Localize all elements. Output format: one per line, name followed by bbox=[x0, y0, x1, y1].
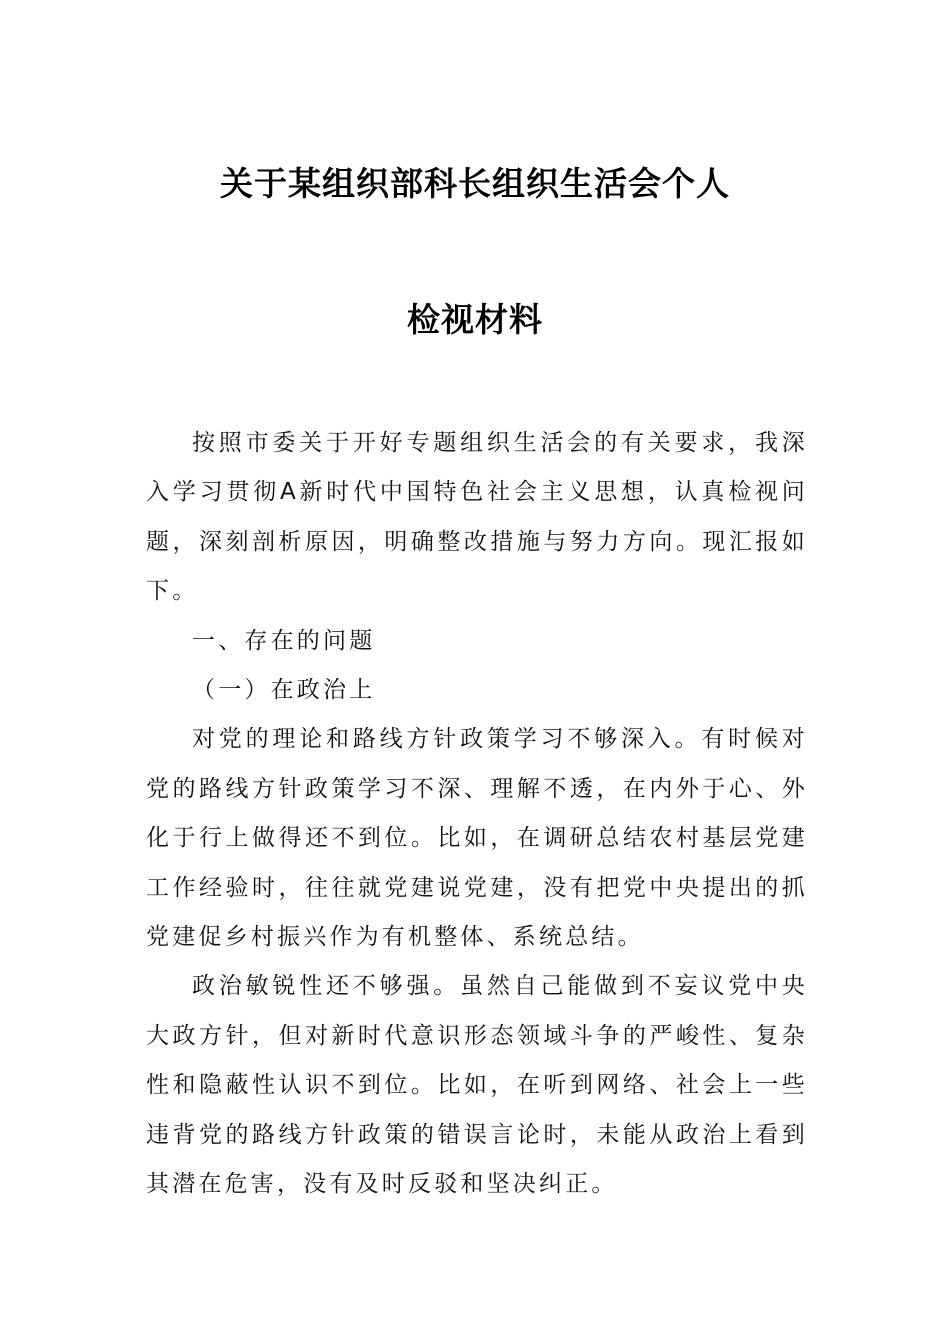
subsection-heading-political: （一）在政治上 bbox=[192, 677, 376, 704]
document-title-line-1: 关于某组织部科长组织生活会个人 bbox=[220, 164, 730, 203]
section-heading-problems: 一、存在的问题 bbox=[192, 627, 376, 654]
paragraph-intro: 按照市委关于开好专题组织生活会的有关要求，我深入学习贯彻A新时代中国特色社会主义思想，认真检视问题，深刻剖析原因，明确整改措施与努力方向。现汇报如下。 bbox=[146, 430, 808, 605]
document-title-line-2: 检视材料 bbox=[407, 300, 543, 339]
paragraph-theory-study: 对党的理论和路线方针政策学习不够深入。有时候对党的路线方针政策学习不深、理解不透，在内外于心、外化于行上做得还不到位。比如，在调研总结农村基层党建工作经验时，往往就党建说党建，没有把党中央提出的抓党建促乡村振兴作为有机整体、系统总结。 bbox=[146, 726, 808, 951]
paragraph-political-sensitivity: 政治敏锐性还不够强。虽然自己能做到不妄议党中央大政方针，但对新时代意识形态领域斗争的严峻性、复杂性和隐蔽性认识不到位。比如，在听到网络、社会上一些违背党的路线方针政策的错误言论时，未能从政治上看到其潜在危害，没有及时反驳和坚决纠正。 bbox=[146, 973, 808, 1198]
document-body bbox=[146, 419, 808, 1210]
